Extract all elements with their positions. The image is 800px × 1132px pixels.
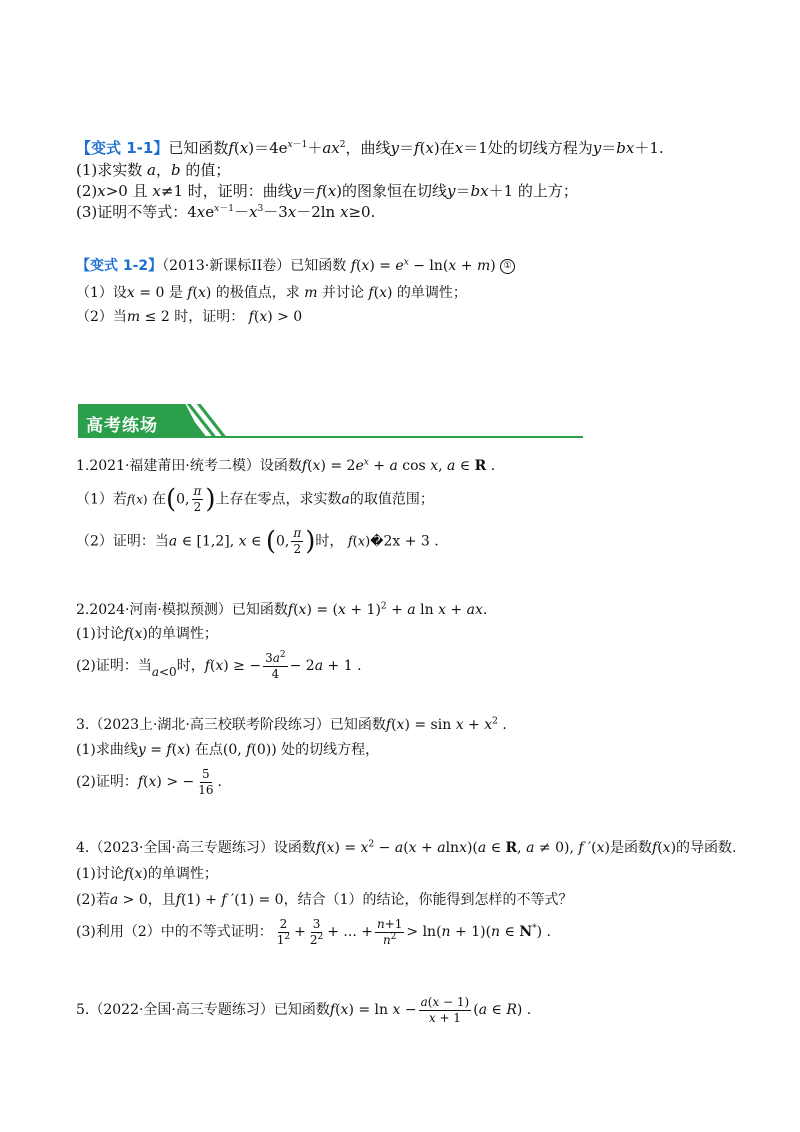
problem-3-q1: (1)求曲线y = f(x) 在点(0, f(0)) 处的切线方程， xyxy=(76,742,380,758)
variant-1-2-q2: （2）当m ≤ 2 时，证明： f(x) > 0 xyxy=(76,309,303,325)
problem-2-statement: 2.2024·河南·模拟预测）已知函数$f(x) = (x + 1)^2 + a$ ln x + ax. xyxy=(76,601,488,618)
circled-number: ① xyxy=(500,259,515,274)
problem-5-statement: 5.（2022·全国·高三专题练习）已知函数f(x) = ln x − $\frac{a(x - 1)}{x + 1}$ (a ∈ R) . xyxy=(76,994,532,1025)
problem-4-q2: (2)若a > 0，且f(1) + f ′(1) = 0，结合（1）的结论，你能得到怎样的不等式？ xyxy=(76,892,573,908)
problem-4-statement: 4.（2023·全国·高三专题练习）设函数$f(x) = x^2 - a(x + alnx)(a$ ∈ R, a ≠ 0), f ′(x)是函数f(x)的导函数. xyxy=(76,839,737,856)
variant-1-1-q2: (2)x>0 且 x≠1 时，证明：曲线y＝f(x)的图象恒在切线y＝bx＋1 的上方； xyxy=(76,182,578,200)
banner-underline xyxy=(78,436,583,438)
problem-1-q2: （2）证明：当a ∈ [1,2], x ∈ (0, $\frac{\pi}{2}$ )时， f(x)�2x + 3 . xyxy=(76,526,439,557)
variant-tag: 【变式 1-1】 xyxy=(76,139,169,157)
variant-1-1-statement: 【变式 1-1】已知函数$f(x)=4e^{x-1}+ax^2$，曲线y＝f(x)在x＝1处的切线方程为y＝bx＋1. xyxy=(76,139,664,157)
problem-1-q1: （1）若f(x) 在(0, $\frac{\pi}{2}$ )上存在零点，求实数a的取值范围； xyxy=(76,484,434,515)
variant-tag: 【变式 1-2】 xyxy=(76,258,163,274)
problem-1-statement: 1.2021·福建莆田·统考二模）设函数$f(x) = 2e^x + a$ cos x, a ∈ R . xyxy=(76,457,496,474)
problem-3-statement: 3.（2023上·湖北·高三校联考阶段练习）已知函数$f(x) = \sin x + x^2$ . xyxy=(76,716,507,733)
variant-1-2-q1: （1）设x = 0 是 f(x) 的极值点，求 m 并讨论 f(x) 的单调性； xyxy=(76,285,467,301)
section-title: 高考练场 xyxy=(86,416,158,436)
problem-4-q1: (1)讨论f(x)的单调性； xyxy=(76,866,218,882)
section-banner xyxy=(78,402,583,438)
variant-1-1-q1: (1)求实数 a，b 的值； xyxy=(76,161,231,179)
problem-3-q2: (2)证明：f(x) > − $\frac{5}{16}$ . xyxy=(76,766,222,797)
problem-2-q1: (1)讨论f(x)的单调性； xyxy=(76,626,218,642)
variant-1-2-statement: 【变式 1-2】（2013·新课标II卷）已知函数 $f(x) = e^x - \ln(x + m)$ ① xyxy=(76,256,515,276)
variant-1-1-q3: (3)证明不等式：$4xe^{x-1}-x^3-3x-2\ln$ x≥0. xyxy=(76,203,376,221)
problem-4-q3: (3)利用（2）中的不等式证明： $\frac{2}{1^2}$ + $\frac{3}{2^2}$ + ... + $\frac{n+1}{n^2}$ > ln(n + 1)(n ∈ N*) . xyxy=(76,916,551,947)
problem-2-q2: (2)证明：当a<0时，f(x) ≥ − $\frac{3a^2}{4}$ − 2a + 1 . xyxy=(76,649,362,681)
